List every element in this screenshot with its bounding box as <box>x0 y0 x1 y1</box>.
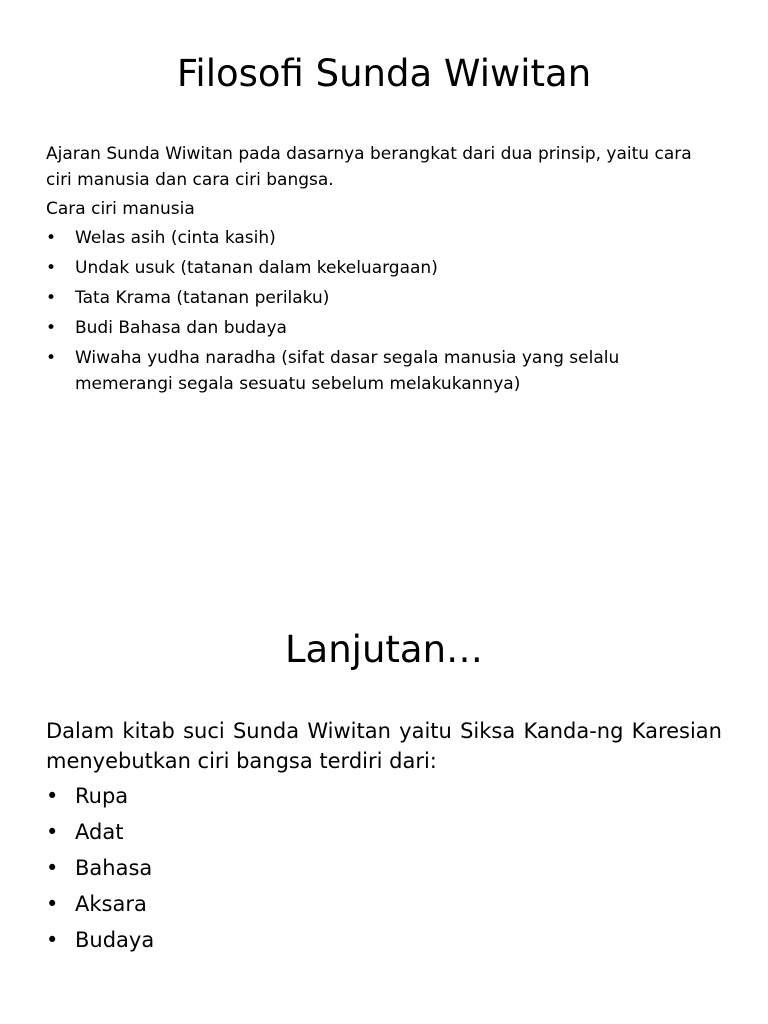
list-item <box>46 315 706 341</box>
slide-1-intro: Ajaran Sunda Wiwitan pada dasarnya berangkat dari dua prinsip, yaitu cara ciri manusia dan cara ciri bangsa. <box>46 144 692 190</box>
bullet-icon: • <box>46 288 57 308</box>
bullet-icon: • <box>46 228 57 248</box>
list-item <box>46 781 722 811</box>
bullet-icon: • <box>46 928 59 952</box>
bullet-icon: • <box>46 856 59 880</box>
slide-2-title: Lanjutan… <box>284 628 484 671</box>
slide-2-intro: Dalam kitab suci Sunda Wiwitan yaitu Siksa Kanda-ng Karesian menyebutkan ciri bangsa terdiri dari: <box>46 719 722 773</box>
list-item-text: Bahasa <box>75 856 153 880</box>
list-item <box>46 255 706 281</box>
slide-2 <box>0 512 768 1024</box>
list-item <box>46 889 722 919</box>
list-item-text: Tata Krama (tatanan perilaku) <box>75 288 330 308</box>
bullet-icon: • <box>46 820 59 844</box>
slide-1-body <box>46 141 706 401</box>
slide-2-bullet-list <box>46 781 722 955</box>
bullet-icon: • <box>46 318 57 338</box>
list-item <box>46 853 722 883</box>
slide-1-bullet-list <box>46 225 706 397</box>
slide-1-title: Filosofi Sunda Wiwitan <box>176 52 592 95</box>
list-item-text: Budi Bahasa dan budaya <box>75 318 287 338</box>
list-item <box>46 345 706 397</box>
list-item <box>46 817 722 847</box>
bullet-icon: • <box>46 258 57 278</box>
list-item <box>46 225 706 251</box>
bullet-icon: • <box>46 348 57 368</box>
list-item-text: Adat <box>75 820 124 844</box>
list-item-text: Welas asih (cinta kasih) <box>75 228 276 248</box>
list-item-text: Budaya <box>75 928 155 952</box>
bullet-icon: • <box>46 892 59 916</box>
bullet-icon: • <box>46 784 59 808</box>
list-item-text: Wiwaha yudha naradha (sifat dasar segala manusia yang selalu memerangi segala sesuatu sebelum melakukannya) <box>75 348 620 394</box>
list-item <box>46 285 706 311</box>
list-item <box>46 925 722 955</box>
list-item-text: Rupa <box>75 784 129 808</box>
list-item-text: Undak usuk (tatanan dalam kekeluargaan) <box>75 258 438 278</box>
slide-1-subheading: Cara ciri manusia <box>46 199 195 219</box>
list-item-text: Aksara <box>75 892 147 916</box>
slide-2-body <box>46 716 722 961</box>
